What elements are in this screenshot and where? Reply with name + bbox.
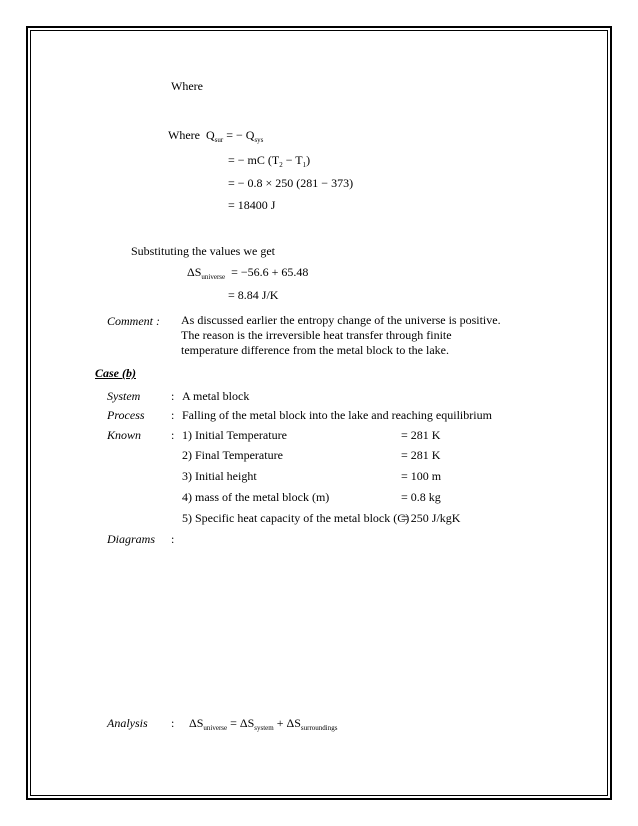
- diagrams-colon: :: [171, 532, 175, 546]
- case-b-heading: Case (b): [95, 366, 136, 380]
- analysis-equation: $\Delta S_{universe} = \Delta S_{system} + \Delta S_{surroundings}$: [189, 716, 338, 732]
- known-item-label: 2) Final Temperature: [182, 448, 283, 462]
- known-item-value: = 0.8 kg: [401, 490, 441, 504]
- known-item-label: 5) Specific heat capacity of the metal block (C): [182, 511, 410, 525]
- process-value: Falling of the metal block into the lake and reaching equilibrium: [182, 408, 492, 422]
- known-item-label: 3) Initial height: [182, 469, 257, 483]
- comment-text: As discussed earlier the entropy change of the universe is positive. The reason is the irreversible heat transfer through finite temperature difference from the metal block to the lake.: [181, 313, 501, 357]
- delta-s-result: = 8.84 J/K: [228, 288, 279, 302]
- diagrams-label: Diagrams: [107, 532, 156, 546]
- known-item-value: = 250 J/kgK: [401, 511, 461, 525]
- system-colon: :: [171, 389, 175, 403]
- substituting-text: Substituting the values we get: [131, 244, 275, 258]
- known-item-value: = 281 K: [401, 428, 441, 442]
- comment-label: Comment :: [107, 314, 160, 328]
- known-item-value: = 281 K: [401, 448, 441, 462]
- equation-q-sur: $Q_{sur}$ = − $Q_{sys}$: [206, 128, 264, 144]
- system-label: System: [107, 389, 141, 403]
- equation-line-3: = − 0.8 × 250 (281 − 373): [228, 176, 354, 190]
- analysis-label: Analysis: [107, 716, 148, 730]
- system-value: A metal block: [182, 389, 250, 403]
- process-colon: :: [171, 408, 175, 422]
- equation-line-4: = 18400 J: [228, 198, 276, 212]
- delta-s-universe-equation: $\Delta S_{universe} = -56.6 + 65.48$: [187, 265, 309, 281]
- process-label: Process: [107, 408, 145, 422]
- equation-line-2: = − mC $(T_2 - T_1)$: [228, 153, 311, 169]
- where-label-1: Where: [171, 79, 203, 93]
- where-label-2: Where: [168, 128, 200, 142]
- known-item-label: 4) mass of the metal block (m): [182, 490, 330, 504]
- known-label: Known: [107, 428, 142, 442]
- known-item-value: = 100 m: [401, 469, 442, 483]
- known-colon: :: [171, 428, 175, 442]
- analysis-colon: :: [171, 716, 175, 730]
- known-item-label: 1) Initial Temperature: [182, 428, 287, 442]
